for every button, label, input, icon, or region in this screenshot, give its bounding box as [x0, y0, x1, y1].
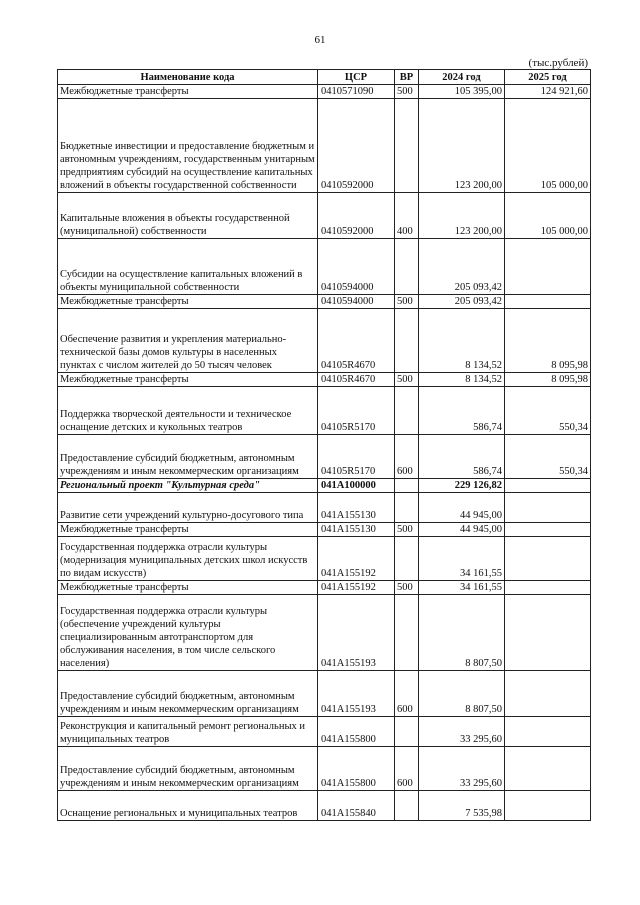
row-2024: 7 535,98: [419, 791, 505, 821]
table-row: [58, 537, 591, 581]
table-row: [58, 493, 591, 523]
row-vr: 600: [395, 671, 419, 717]
row-name: Реконструкция и капитальный ремонт региональных и муниципальных театров: [58, 717, 318, 747]
row-name: Обеспечение развития и укрепления материально-технической базы домов культуры в населенных пунктах с числом жителей до 50 тысяч человек: [58, 309, 318, 373]
row-vr: [395, 99, 419, 193]
row-csr: 041A155130: [318, 523, 395, 537]
row-vr: 500: [395, 523, 419, 537]
column-header-2025: 2025 год: [505, 70, 591, 85]
row-2024: 205 093,42: [419, 295, 505, 309]
row-2024: 205 093,42: [419, 239, 505, 295]
row-2024: 105 395,00: [419, 85, 505, 99]
row-name: Капитальные вложения в объекты государственной (муниципальной) собственности: [58, 193, 318, 239]
row-csr: 04105R5170: [318, 387, 395, 435]
row-2025: 550,34: [505, 387, 591, 435]
row-2025: [505, 717, 591, 747]
row-csr: 041A155130: [318, 493, 395, 523]
table-row: [58, 193, 591, 239]
row-name: Предоставление субсидий бюджетным, автономным учреждениям и иным некоммерческим организациям: [58, 747, 318, 791]
table-row: [58, 239, 591, 295]
row-vr: 400: [395, 193, 419, 239]
row-2025: 550,34: [505, 435, 591, 479]
row-csr: 041A155192: [318, 581, 395, 595]
row-name: Межбюджетные трансферты: [58, 523, 318, 537]
row-name: Межбюджетные трансферты: [58, 295, 318, 309]
row-vr: [395, 309, 419, 373]
row-2025: [505, 581, 591, 595]
table-row: [58, 523, 591, 537]
table-row: [58, 435, 591, 479]
row-csr: 041A155193: [318, 671, 395, 717]
row-vr: [395, 479, 419, 493]
row-csr: 04105R4670: [318, 309, 395, 373]
row-2025: [505, 537, 591, 581]
table-row: [58, 85, 591, 99]
row-name: Оснащение региональных и муниципальных театров: [58, 791, 318, 821]
row-2024: 586,74: [419, 435, 505, 479]
row-name: Региональный проект "Культурная среда": [58, 479, 318, 493]
row-vr: 600: [395, 435, 419, 479]
table-row: [58, 295, 591, 309]
row-csr: 0410594000: [318, 295, 395, 309]
row-name: Межбюджетные трансферты: [58, 373, 318, 387]
row-vr: [395, 537, 419, 581]
row-2024: 8 807,50: [419, 595, 505, 671]
row-csr: 0410592000: [318, 99, 395, 193]
row-name: Бюджетные инвестиции и предоставление бюджетным и автономным учреждениям, государственным унитарным предприятиям субсидий на осуществление капитальных вложений в объекты государственной собственности: [58, 99, 318, 193]
row-2024: 229 126,82: [419, 479, 505, 493]
row-2024: 33 295,60: [419, 747, 505, 791]
row-2024: 123 200,00: [419, 193, 505, 239]
row-vr: [395, 791, 419, 821]
page-number: 61: [314, 34, 326, 46]
row-2025: 105 000,00: [505, 99, 591, 193]
row-vr: 500: [395, 85, 419, 99]
row-vr: [395, 717, 419, 747]
column-header-2024: 2024 год: [419, 70, 505, 85]
table-row: [58, 99, 591, 193]
table-row: [58, 747, 591, 791]
row-vr: [395, 387, 419, 435]
row-csr: 04105R5170: [318, 435, 395, 479]
row-2025: 105 000,00: [505, 193, 591, 239]
table-row: [58, 717, 591, 747]
budget-table: [57, 69, 591, 821]
row-name: Предоставление субсидий бюджетным, автономным учреждениям и иным некоммерческим организациям: [58, 671, 318, 717]
row-csr: 041A155192: [318, 537, 395, 581]
row-name: Предоставление субсидий бюджетным, автономным учреждениям и иным некоммерческим организациям: [58, 435, 318, 479]
row-name: Межбюджетные трансферты: [58, 581, 318, 595]
row-2025: 8 095,98: [505, 373, 591, 387]
row-2025: [505, 493, 591, 523]
row-2025: [505, 791, 591, 821]
row-csr: 041A155840: [318, 791, 395, 821]
row-vr: [395, 239, 419, 295]
row-csr: 0410571090: [318, 85, 395, 99]
row-2024: 44 945,00: [419, 523, 505, 537]
row-name: Государственная поддержка отрасли культуры (обеспечение учреждений культуры специализированным автотранспортом для обслуживания населения, в том числе сельского населения): [58, 595, 318, 671]
row-csr: 041A100000: [318, 479, 395, 493]
row-2025: [505, 747, 591, 791]
row-csr: 041A155800: [318, 747, 395, 791]
row-vr: [395, 493, 419, 523]
row-2025: [505, 523, 591, 537]
row-2024: 33 295,60: [419, 717, 505, 747]
row-2025: [505, 295, 591, 309]
table-row: [58, 581, 591, 595]
row-2025: [505, 595, 591, 671]
column-header-vr: ВР: [395, 70, 419, 85]
table-row: [58, 595, 591, 671]
row-2024: 8 134,52: [419, 373, 505, 387]
row-csr: 04105R4670: [318, 373, 395, 387]
row-2024: 34 161,55: [419, 537, 505, 581]
table-row: [58, 479, 591, 493]
row-name: Развитие сети учреждений культурно-досугового типа: [58, 493, 318, 523]
table-row: [58, 791, 591, 821]
units-label: (тыс.рублей): [528, 57, 588, 69]
row-csr: 041A155193: [318, 595, 395, 671]
table-row: [58, 309, 591, 373]
row-vr: 500: [395, 581, 419, 595]
table-row: [58, 671, 591, 717]
row-name: Поддержка творческой деятельности и техническое оснащение детских и кукольных театров: [58, 387, 318, 435]
table-header-row: [58, 70, 591, 85]
row-2025: 124 921,60: [505, 85, 591, 99]
row-name: Субсидии на осуществление капитальных вложений в объекты муниципальной собственности: [58, 239, 318, 295]
row-2025: 8 095,98: [505, 309, 591, 373]
row-csr: 0410594000: [318, 239, 395, 295]
row-name: Государственная поддержка отрасли культуры (модернизация муниципальных детских школ искусств по видам искусств): [58, 537, 318, 581]
table-row: [58, 373, 591, 387]
row-csr: 0410592000: [318, 193, 395, 239]
row-2024: 586,74: [419, 387, 505, 435]
column-header-csr: ЦСР: [318, 70, 395, 85]
row-vr: 500: [395, 295, 419, 309]
row-vr: 600: [395, 747, 419, 791]
row-2024: 123 200,00: [419, 99, 505, 193]
row-csr: 041A155800: [318, 717, 395, 747]
column-header-name: Наименование кода: [58, 70, 318, 85]
row-2024: 44 945,00: [419, 493, 505, 523]
row-vr: 500: [395, 373, 419, 387]
row-2024: 34 161,55: [419, 581, 505, 595]
row-2025: [505, 479, 591, 493]
row-2024: 8 807,50: [419, 671, 505, 717]
row-2024: 8 134,52: [419, 309, 505, 373]
table-row: [58, 387, 591, 435]
row-vr: [395, 595, 419, 671]
row-2025: [505, 239, 591, 295]
row-2025: [505, 671, 591, 717]
row-name: Межбюджетные трансферты: [58, 85, 318, 99]
